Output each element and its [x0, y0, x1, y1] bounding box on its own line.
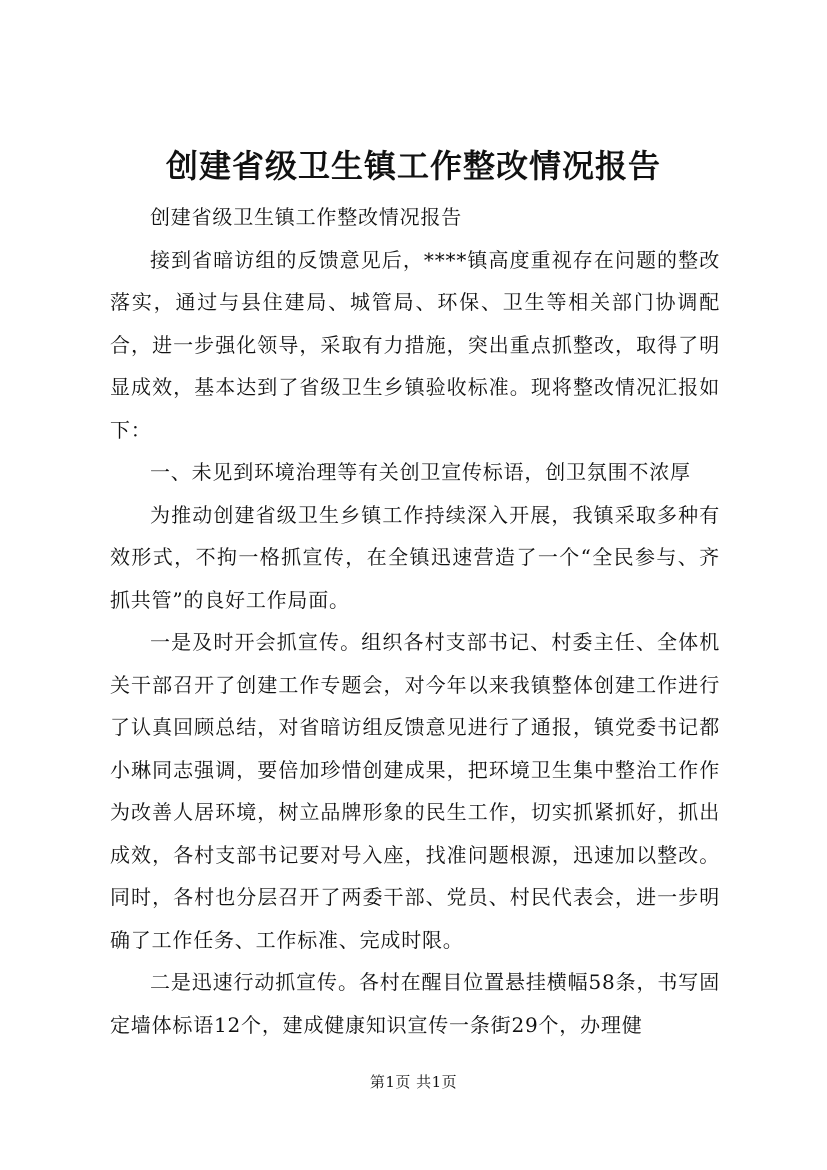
paragraph-section-heading: 一、未见到环境治理等有关创卫宣传标语，创卫氛围不浓厚 — [150, 460, 691, 484]
document-title: 创建省级卫生镇工作整改情况报告 — [165, 147, 661, 185]
paragraph-subtitle: 创建省级卫生镇工作整改情况报告 — [150, 205, 462, 229]
paragraph-item-one: 一是及时开会抓宣传。组织各村支部书记、村委主任、全体机关干部召开了创建工作专题会，对今年以来我镇整体创建工作进行了认真回顾总结，对省暗访组反馈意见进行了通报，镇党委书记都小琳同志强调，要倍加珍惜创建成果，把环境卫生集中整治工作作为改善人居环境，树立品牌形象的民生工作，切实抓紧抓好，抓出成效，各村支部书记要对号入座，找准问题根源，迅速加以整改。同时，各村也分层召开了两委干部、党员、村民代表会，进一步明确了工作任务、工作标准、完成时限。 — [110, 630, 720, 952]
paragraph-item-two: 二是迅速行动抓宣传。各村在醒目位置悬挂横幅58条，书写固定墙体标语12个，建成健康知识宣传一条街29个，办理健 — [110, 970, 720, 1037]
document-body — [110, 196, 720, 1046]
paragraph-section-summary: 为推动创建省级卫生乡镇工作持续深入开展，我镇采取多种有效形式，不拘一格抓宣传，在全镇迅速营造了一个“全民参与、齐抓共管”的良好工作局面。 — [110, 502, 720, 612]
page-footer: 第1页 共1页 — [369, 1073, 458, 1091]
paragraph-intro: 接到省暗访组的反馈意见后，****镇高度重视存在问题的整改落实，通过与县住建局、城管局、环保、卫生等相关部门协调配合，进一步强化领导，采取有力措施，突出重点抓整改，取得了明显成效，基本达到了省级卫生乡镇验收标准。现将整改情况汇报如下： — [110, 247, 720, 442]
